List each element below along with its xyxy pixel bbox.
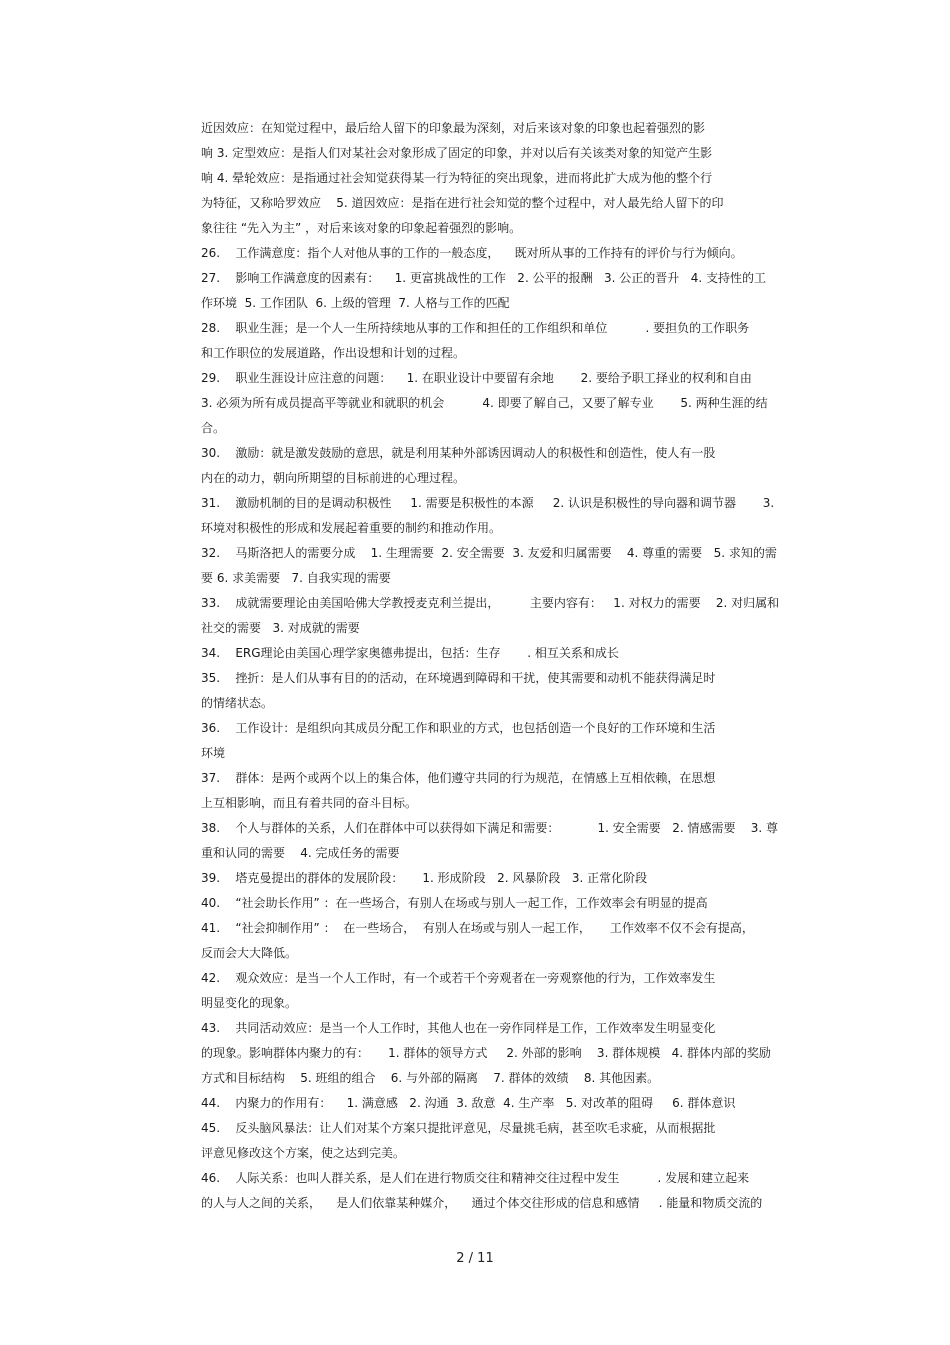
- text-line: 为特征，又称哈罗效应 5. 道因效应：是指在进行社会知觉的整个过程中，对人最先给人留下的印: [201, 196, 724, 210]
- text-line: 29. 职业生涯设计应注意的问题： 1. 在职业设计中要留有余地 2. 要给予职工择业的权利和自由: [201, 371, 752, 385]
- page-number: 2 / 11: [456, 1251, 494, 1266]
- text-line: 合。: [201, 421, 226, 435]
- text-line: 33. 成就需要理论由美国哈佛大学教授麦克利兰提出， 主要内容有： 1. 对权力的需要 2. 对归属和: [201, 596, 780, 610]
- text-line: 的人与人之间的关系， 是人们依靠某种媒介， 通过个体交往形成的信息和感情 . 能量和物质交流的: [201, 1196, 763, 1210]
- text-line: 37. 群体：是两个或两个以上的集合体，他们遵守共同的行为规范，在情感上互相依赖，在思想: [201, 771, 716, 785]
- text-line: 响 4. 晕轮效应：是指通过社会知觉获得某一行为特征的突出现象，进而将此扩大成为他的整个行: [201, 171, 713, 185]
- text-line: 的情绪状态。: [201, 696, 274, 710]
- text-line: 39. 塔克曼提出的群体的发展阶段： 1. 形成阶段 2. 风暴阶段 3. 正常化阶段: [201, 871, 648, 885]
- text-line: 34. ERG理论由美国心理学家奥德弗提出，包括：生存 . 相互关系和成长: [201, 646, 619, 660]
- text-line: 42. 观众效应：是当一个人工作时，有一个或若干个旁观者在一旁观察他的行为，工作效率发生: [201, 971, 716, 985]
- body-text: [201, 116, 811, 1216]
- text-line: 和工作职位的发展道路，作出设想和计划的过程。: [201, 346, 466, 360]
- text-line: 反而会大大降低。: [201, 946, 298, 960]
- text-line: 36. 工作设计：是组织向其成员分配工作和职业的方式，也包括创造一个良好的工作环境和生活: [201, 721, 716, 735]
- text-line: 30. 激励：就是激发鼓励的意思，就是利用某种外部诱因调动人的积极性和创造性，使人有一股: [201, 446, 716, 460]
- text-line: 28. 职业生涯；是一个人一生所持续地从事的工作和担任的工作组织和单位 . 要担负的工作职务: [201, 321, 750, 335]
- text-line: 45. 反头脑风暴法：让人们对某个方案只提批评意见，尽量挑毛病，甚至吹毛求疵，从而根据批: [201, 1121, 716, 1135]
- text-line: 评意见修改这个方案，使之达到完美。: [201, 1146, 406, 1160]
- text-line: 26. 工作满意度：指个人对他从事的工作的一般态度， 既对所从事的工作持有的评价与行为倾向。: [201, 246, 743, 260]
- text-line: 上互相影响，而且有着共同的奋斗目标。: [201, 796, 418, 810]
- text-line: 的现象。影响群体内聚力的有： 1. 群体的领导方式 2. 外部的影响 3. 群体规模 4. 群体内部的奖励: [201, 1046, 771, 1060]
- text-line: 象往往 “先入为主” ，对后来该对象的印象起着强烈的影响。: [201, 221, 522, 235]
- text-line: 内在的动力，朝向所期望的目标前进的心理过程。: [201, 471, 466, 485]
- text-line: 27. 影响工作满意度的因素有： 1. 更富挑战性的工作 2. 公平的报酬 3. 公正的晋升 4. 支持性的工: [201, 271, 766, 285]
- text-line: 46. 人际关系：也叫人群关系，是人们在进行物质交往和精神交往过程中发生 . 发展和建立起来: [201, 1171, 750, 1185]
- text-line: 作环境 5. 工作团队 6. 上级的管理 7. 人格与工作的匹配: [201, 296, 510, 310]
- text-line: 38. 个人与群体的关系，人们在群体中可以获得如下满足和需要： 1. 安全需要 2. 情感需要 3. 尊: [201, 821, 778, 835]
- text-line: 明显变化的现象。: [201, 996, 298, 1010]
- text-line: 32. 马斯洛把人的需要分成 1. 生理需要 2. 安全需要 3. 友爱和归属需要 4. 尊重的需要 5. 求知的需: [201, 546, 777, 560]
- text-line: 环境: [201, 746, 226, 760]
- text-line: 41. “社会抑制作用” ： 在一些场合， 有别人在场或与别人一起工作， 工作效率不仅不会有提高，: [201, 921, 754, 935]
- text-line: 44. 内聚力的作用有： 1. 满意感 2. 沟通 3. 敌意 4. 生产率 5. 对改革的阻碍 6. 群体意识: [201, 1096, 736, 1110]
- text-line: 31. 激励机制的目的是调动积极性 1. 需要是积极性的本源 2. 认识是积极性的导向器和调节器 3.: [201, 496, 775, 510]
- text-line: 35. 挫折：是人们从事有目的的活动，在环境遇到障碍和干扰，使其需要和动机不能获得满足时: [201, 671, 716, 685]
- text-line: 40. “社会助长作用” ：在一些场合，有别人在场或与别人一起工作，工作效率会有明显的提高: [201, 896, 708, 910]
- text-line: 方式和目标结构 5. 班组的组合 6. 与外部的隔离 7. 群体的效绩 8. 其他因素。: [201, 1071, 660, 1085]
- text-line: 响 3. 定型效应：是指人们对某社会对象形成了固定的印象，并对以后有关该类对象的知觉产生影: [201, 146, 713, 160]
- text-line: 要 6. 求美需要 7. 自我实现的需要: [201, 571, 391, 585]
- text-line: 环境对积极性的形成和发展起着重要的制约和推动作用。: [201, 521, 502, 535]
- text-line: 重和认同的需要 4. 完成任务的需要: [201, 846, 400, 860]
- text-line: 社交的需要 3. 对成就的需要: [201, 621, 360, 635]
- text-line: 近因效应：在知觉过程中，最后给人留下的印象最为深刻，对后来该对象的印象也起着强烈的影: [201, 121, 706, 135]
- text-line: 3. 必须为所有成员提高平等就业和就职的机会 4. 即要了解自己，又要了解专业 5. 两种生涯的结: [201, 396, 768, 410]
- text-line: 43. 共同活动效应：是当一个人工作时，其他人也在一旁作同样是工作，工作效率发生明显变化: [201, 1021, 716, 1035]
